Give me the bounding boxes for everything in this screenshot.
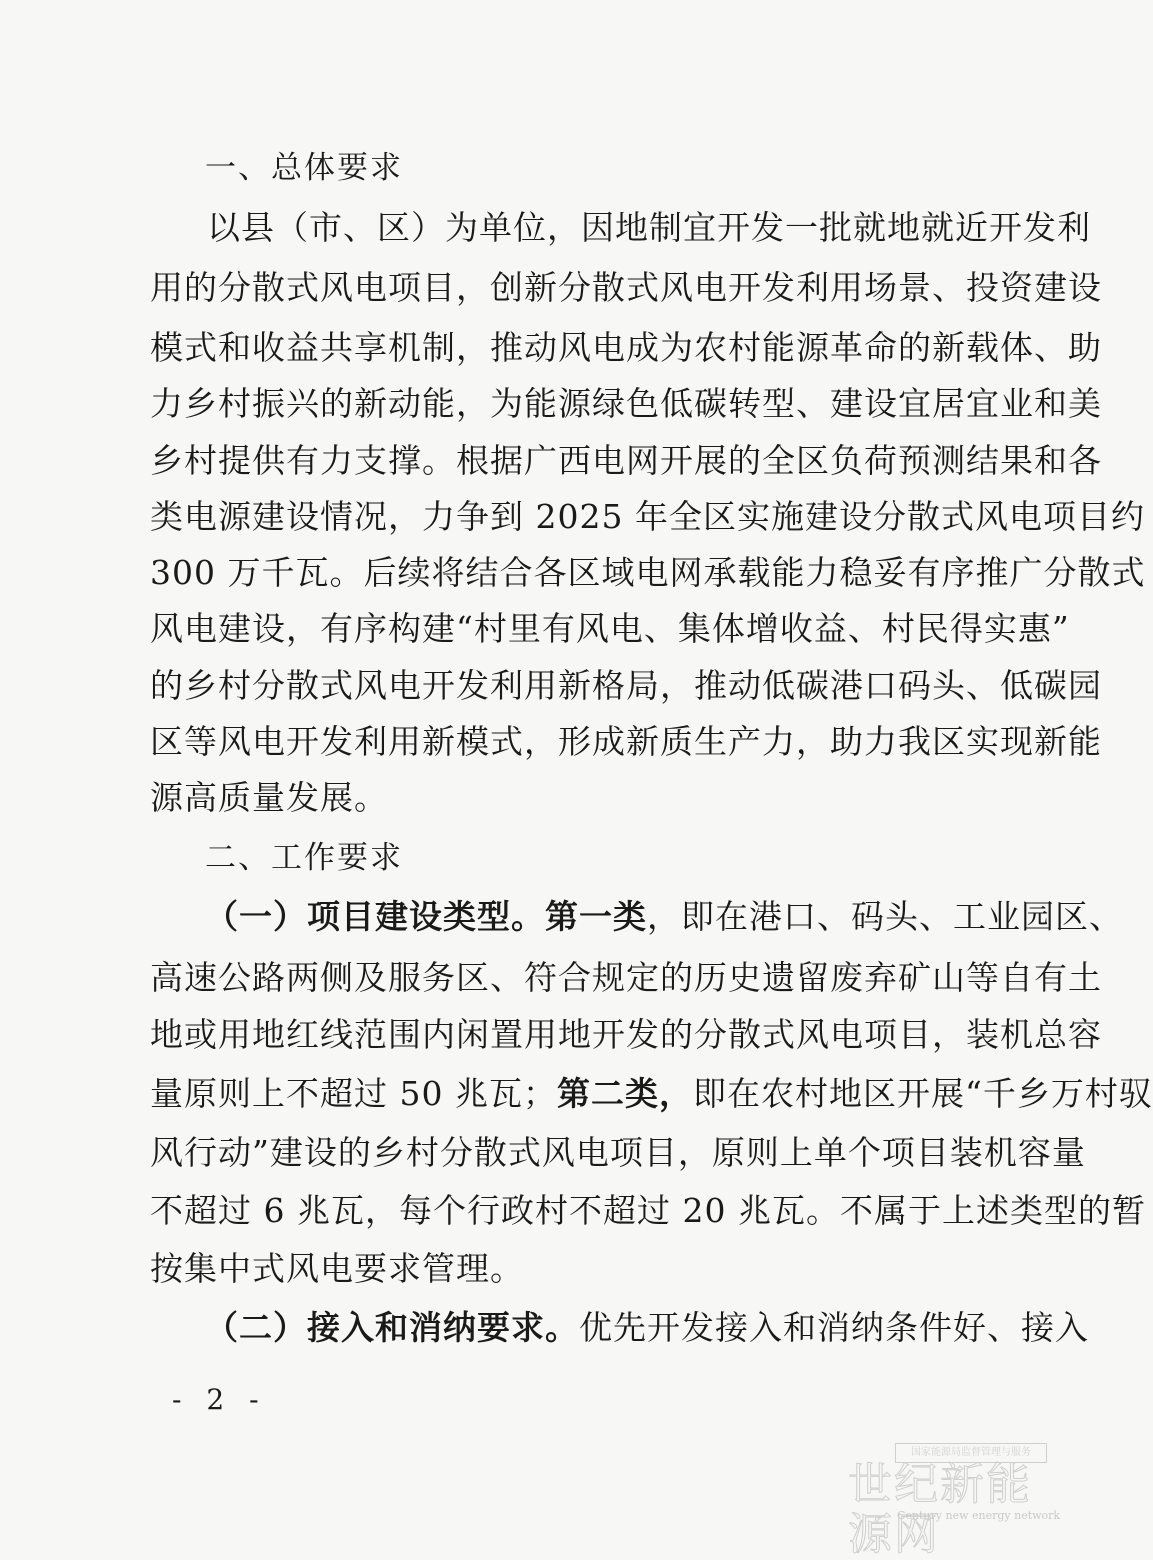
paragraph-line	[205, 1308, 1089, 1348]
subsection-lead-grid-access: （二）接入和消纳要求。	[205, 1308, 579, 1347]
paragraph-line: 不超过 6 兆瓦，每个行政村不超过 20 兆瓦。不属于上述类型的暂	[150, 1191, 1146, 1230]
page-number: - 2 -	[172, 1383, 267, 1416]
paragraph-line	[205, 897, 1123, 937]
section-heading-work-requirements: 二、工作要求	[205, 840, 403, 876]
paragraph-line: 模式和收益共享机制，推动风电成为农村能源革命的新载体、助	[150, 328, 1102, 367]
paragraph-line: 以县（市、区）为单位，因地制宜开发一批就地就近开发利	[207, 208, 1091, 247]
paragraph-line: 风行动”建设的乡村分散式风电项目，原则上单个项目装机容量	[150, 1133, 1086, 1172]
paragraph-line: 高速公路两侧及服务区、符合规定的历史遗留废弃矿山等自有土	[150, 958, 1102, 997]
paragraph-line	[150, 1074, 1153, 1114]
paragraph-line: 源高质量发展。	[150, 778, 388, 817]
paragraph-line: 地或用地红线范围内闲置用地开发的分散式风电项目，装机总容	[150, 1015, 1102, 1054]
paragraph-line: 风电建设，有序构建“村里有风电、集体增收益、村民得实惠”	[150, 609, 1070, 648]
paragraph-line: 乡村提供有力支撑。根据广西电网开展的全区负荷预测结果和各	[150, 441, 1102, 480]
paragraph-line: 的乡村分散式风电开发利用新格局，推动低碳港口码头、低碳园	[150, 666, 1102, 705]
line-text: 量原则上不超过 50 兆瓦；	[150, 1074, 557, 1113]
watermark-box: 国家能源局监督管理与服务	[895, 1443, 1047, 1463]
paragraph-line: 力乡村振兴的新动能，为能源绿色低碳转型、建设宜居宜业和美	[150, 384, 1102, 423]
section-heading-overall-requirements: 一、总体要求	[205, 150, 403, 186]
subsection-lead-project-type: （一）项目建设类型。	[205, 897, 545, 936]
line-text: 即在农村地区开展“千乡万村驭	[692, 1074, 1153, 1113]
category-one-label: 第一类	[545, 897, 647, 936]
paragraph-line: 区等风电开发利用新模式，形成新质生产力，助力我区实现新能	[150, 722, 1102, 761]
paragraph-line: 用的分散式风电项目，创新分散式风电开发利用场景、投资建设	[150, 268, 1102, 307]
line-text: 优先开发接入和消纳条件好、接入	[579, 1308, 1089, 1347]
paragraph-line: 300 万千瓦。后续将结合各区域电网承载能力稳妥有序推广分散式	[150, 553, 1146, 592]
paragraph-line: 按集中式风电要求管理。	[150, 1249, 524, 1288]
watermark-subtitle: Century new energy network	[897, 1509, 1061, 1522]
category-two-label: 第二类，	[556, 1074, 693, 1113]
paragraph-line: 类电源建设情况，力争到 2025 年全区实施建设分散式风电项目约	[150, 497, 1145, 536]
line-text: ，即在港口、码头、工业园区、	[647, 897, 1123, 936]
watermark-logo-text: 世纪新能源网	[848, 1459, 1032, 1560]
